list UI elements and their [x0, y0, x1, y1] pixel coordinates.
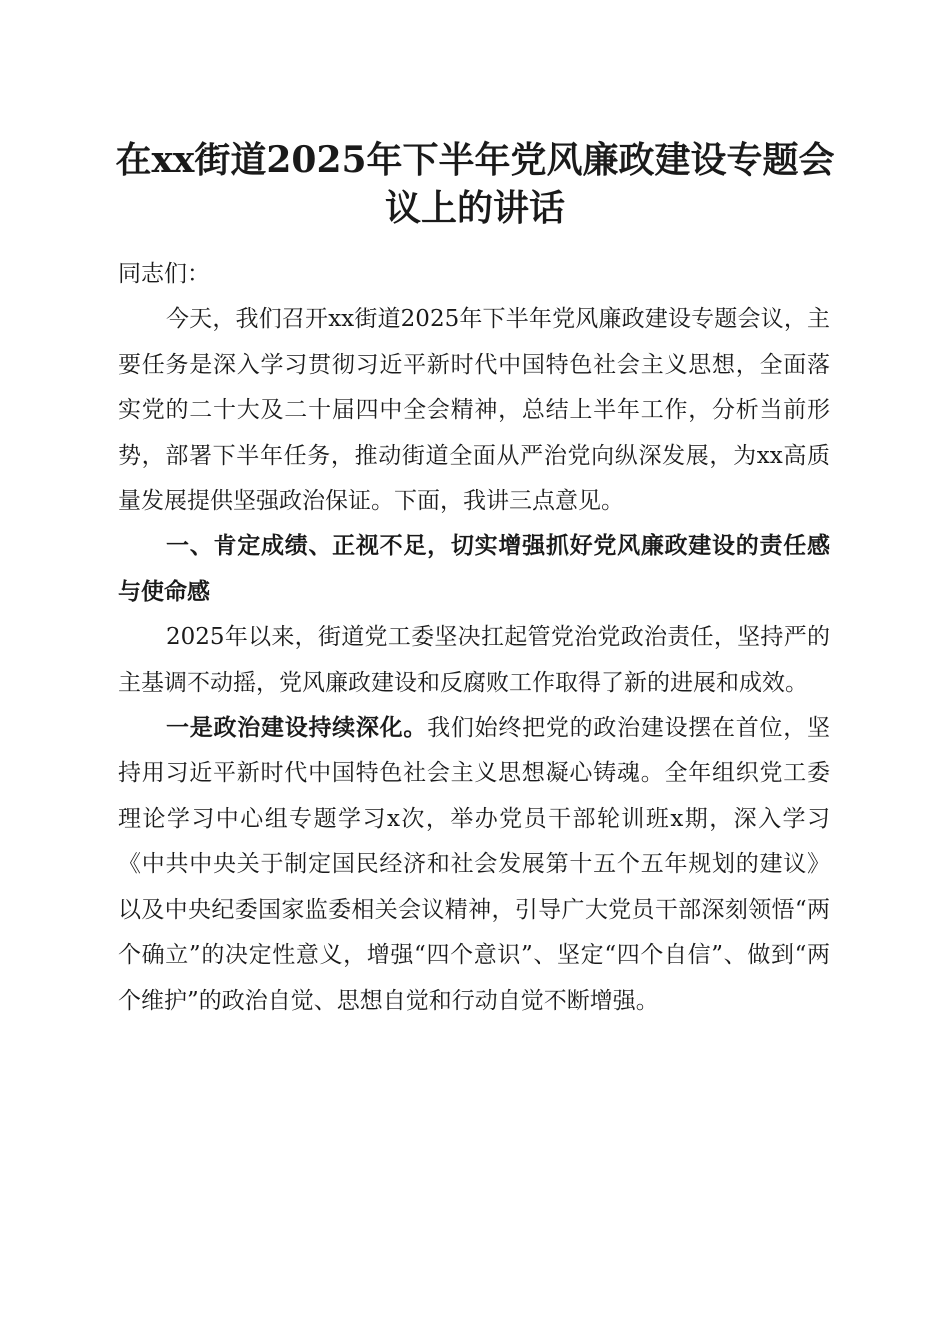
document-title [110, 136, 840, 232]
point-1-body: 我们始终把党的政治建设摆在首位，坚持用习近平新时代中国特色社会主义思想凝心铸魂。全年组织党工委理论学习中心组专题学习x次，举办党员干部轮训班x期，深入学习《中共中央关于制定国民经济和社会发展第十五个五年规划的建议》以及中央纪委国家监委相关会议精神，引导广大党员干部深刻领悟“两个确立”的决定性意义，增强“四个意识”、坚定“四个自信”、做到“两个维护”的政治自觉、思想自觉和行动自觉不断增强。 [118, 715, 831, 1014]
title-line-2: 议上的讲话 [384, 187, 565, 229]
salutation: 同志们： [118, 261, 210, 287]
point-1-paragraph [118, 706, 830, 1024]
intro-paragraph: 今天，我们召开xx街道2025年下半年党风廉政建设专题会议，主要任务是深入学习贯彻习近平新时代中国特色社会主义思想，全面落实党的二十大及二十届四中全会精神，总结上半年工作，分析当前形势，部署下半年任务，推动街道全面从严治党向纵深发展，为xx高质量发展提供坚强政治保证。下面，我讲三点意见。 [118, 306, 830, 515]
point-1-lead: 一是政治建设持续深化。 [166, 715, 428, 742]
title-line-1: 在xx街道2025年下半年党风廉政建设专题会 [115, 139, 835, 181]
section-1-heading: 一、肯定成绩、正视不足，切实增强抓好党风廉政建设的责任感与使命感 [118, 533, 830, 605]
document-body [118, 252, 830, 1024]
section-1-paragraph: 2025年以来，街道党工委坚决扛起管党治党政治责任，坚持严的主基调不动摇，党风廉政建设和反腐败工作取得了新的进展和成效。 [118, 624, 830, 696]
